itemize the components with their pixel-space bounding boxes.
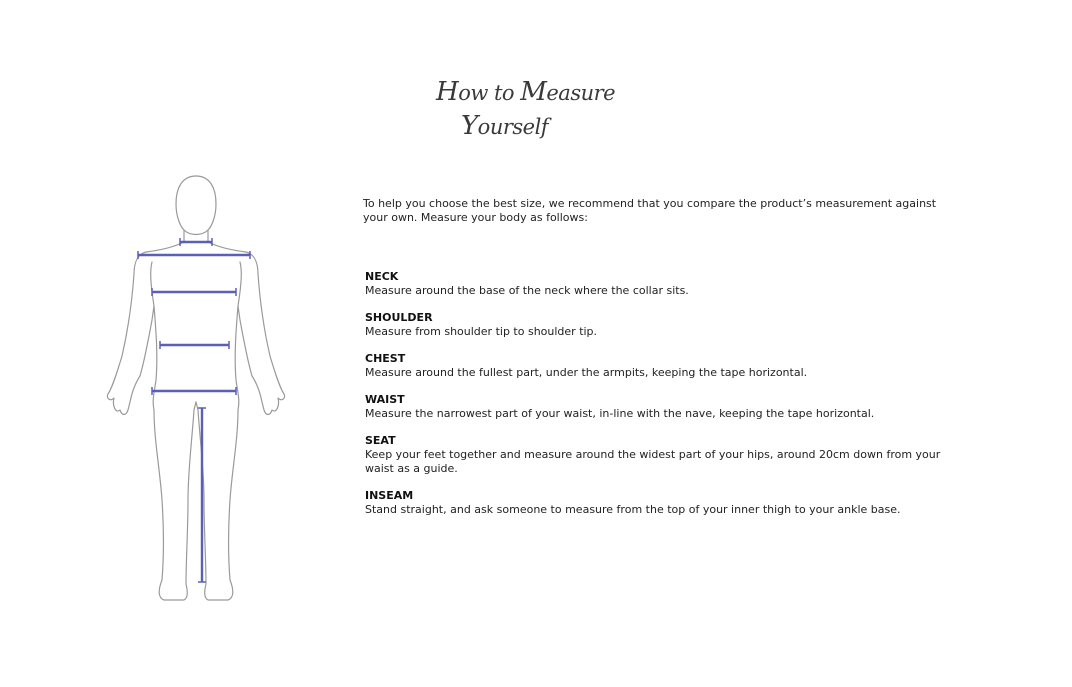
measurement-list <box>365 270 955 530</box>
measurement-description: Measure from shoulder tip to shoulder tip. <box>365 325 598 338</box>
measurement-description: Stand straight, and ask someone to measure from the top of your inner thigh to your ankle base. <box>365 503 901 516</box>
measurement-item-seat <box>365 434 955 476</box>
measurement-description: Measure the narrowest part of your waist, in-line with the nave, keeping the tape horizontal. <box>365 407 875 420</box>
page-title-line-2: Yourself <box>461 111 549 141</box>
measurement-name: INSEAM <box>365 489 414 502</box>
body-outline-figure <box>96 170 296 610</box>
page-title-line-1: How to Measure <box>436 77 616 107</box>
measurement-name: SHOULDER <box>365 311 433 324</box>
neck-outline <box>184 230 208 235</box>
measurement-item-inseam <box>365 489 955 517</box>
measurement-item-neck <box>365 270 955 298</box>
measurement-name: NECK <box>365 270 399 283</box>
measurement-description: Measure around the fullest part, under the armpits, keeping the tape horizontal. <box>365 366 808 379</box>
measurement-description: Measure around the base of the neck where the collar sits. <box>365 284 689 297</box>
right-arm-inner <box>238 262 241 306</box>
left-arm-inner <box>151 262 154 306</box>
head-outline-right <box>196 176 285 600</box>
measurement-item-chest <box>365 352 955 380</box>
measurement-item-waist <box>365 393 955 421</box>
measurement-description: Keep your feet together and measure around the widest part of your hips, around 20cm down from your waist as a guide. <box>365 448 941 475</box>
measurement-name: WAIST <box>365 393 405 406</box>
body-silhouette <box>107 176 284 600</box>
measurement-item-shoulder <box>365 311 955 339</box>
measurement-name: SEAT <box>365 434 396 447</box>
intro-text: To help you choose the best size, we recommend that you compare the product’s measurement against your own. Measure your body as follows: <box>363 197 937 224</box>
measurement-name: CHEST <box>365 352 406 365</box>
